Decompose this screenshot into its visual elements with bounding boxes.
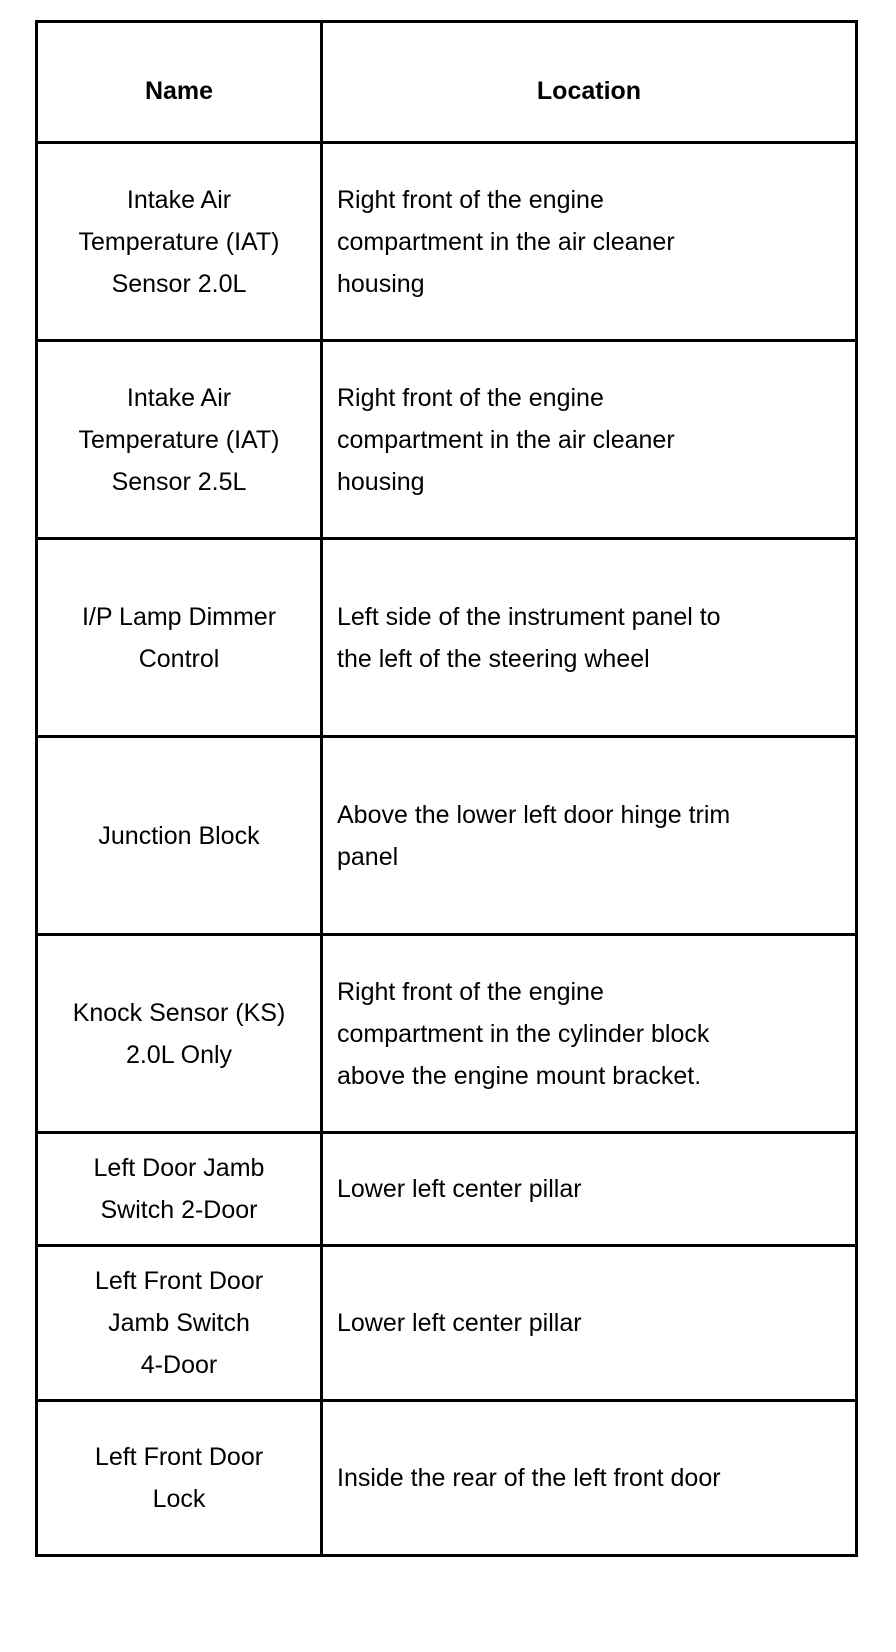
component-name-cell — [37, 143, 322, 341]
component-name-cell — [37, 737, 322, 935]
name-line: Control — [138, 644, 220, 673]
location-line: Inside the rear of the left front door — [337, 1464, 721, 1492]
name-line: Left Front Door — [94, 1443, 264, 1471]
name-line: I/P Lamp Dimmer — [81, 602, 277, 631]
name-line: Temperature (IAT) — [78, 425, 280, 454]
location-line: Left side of the instrument panel to — [337, 602, 721, 631]
name-line: Intake Air — [126, 383, 232, 412]
component-name-cell — [37, 341, 322, 539]
name-line: Lock — [152, 1485, 206, 1513]
component-name-cell — [37, 1401, 322, 1556]
location-line: Lower left center pillar — [337, 1175, 582, 1203]
table-row — [37, 1246, 857, 1401]
name-line: Sensor 2.0L — [111, 269, 247, 298]
component-location-cell — [322, 143, 857, 341]
table-row — [37, 341, 857, 539]
location-line: Right front of the engine — [337, 185, 604, 214]
component-name-cell — [37, 539, 322, 737]
location-line: Above the lower left door hinge trim — [337, 800, 731, 829]
name-line: Junction Block — [98, 821, 260, 850]
name-line: Left Front Door — [94, 1267, 264, 1295]
name-line: 2.0L Only — [125, 1040, 233, 1069]
name-line: Sensor 2.5L — [111, 467, 247, 496]
location-line: housing — [337, 269, 425, 298]
table-row — [37, 737, 857, 935]
name-line: 4-Door — [140, 1351, 218, 1379]
name-line: Temperature (IAT) — [78, 227, 280, 256]
location-line: compartment in the air cleaner — [337, 227, 675, 256]
component-name-cell — [37, 935, 322, 1133]
location-line: above the engine mount bracket. — [337, 1061, 702, 1090]
location-line: compartment in the cylinder block — [337, 1019, 710, 1048]
name-column-header: Name — [37, 22, 322, 143]
component-location-cell — [322, 1246, 857, 1401]
component-location-cell — [322, 935, 857, 1133]
table-header-row — [37, 22, 857, 143]
location-line: the left of the steering wheel — [337, 644, 650, 673]
component-name-cell — [37, 1246, 322, 1401]
component-location-cell — [322, 539, 857, 737]
component-location-cell — [322, 341, 857, 539]
location-line: Right front of the engine — [337, 383, 604, 412]
component-location-table — [35, 20, 858, 1557]
name-line: Left Door Jamb — [93, 1154, 265, 1182]
table-row — [37, 1401, 857, 1556]
table-row — [37, 539, 857, 737]
component-location-table-container — [35, 20, 855, 1557]
component-location-cell — [322, 737, 857, 935]
component-location-cell — [322, 1133, 857, 1246]
table-row — [37, 935, 857, 1133]
location-line: compartment in the air cleaner — [337, 425, 675, 454]
component-location-cell — [322, 1401, 857, 1556]
name-line: Jamb Switch — [108, 1309, 250, 1337]
table-row — [37, 143, 857, 341]
location-column-header: Location — [322, 22, 857, 143]
location-line: Right front of the engine — [337, 977, 604, 1006]
table-row — [37, 1133, 857, 1246]
location-line: panel — [337, 842, 399, 871]
location-line: housing — [337, 467, 425, 496]
name-line: Knock Sensor (KS) — [72, 998, 286, 1027]
location-line: Lower left center pillar — [337, 1309, 582, 1337]
name-line: Intake Air — [126, 185, 232, 214]
component-name-cell — [37, 1133, 322, 1246]
name-line: Switch 2-Door — [100, 1196, 258, 1224]
